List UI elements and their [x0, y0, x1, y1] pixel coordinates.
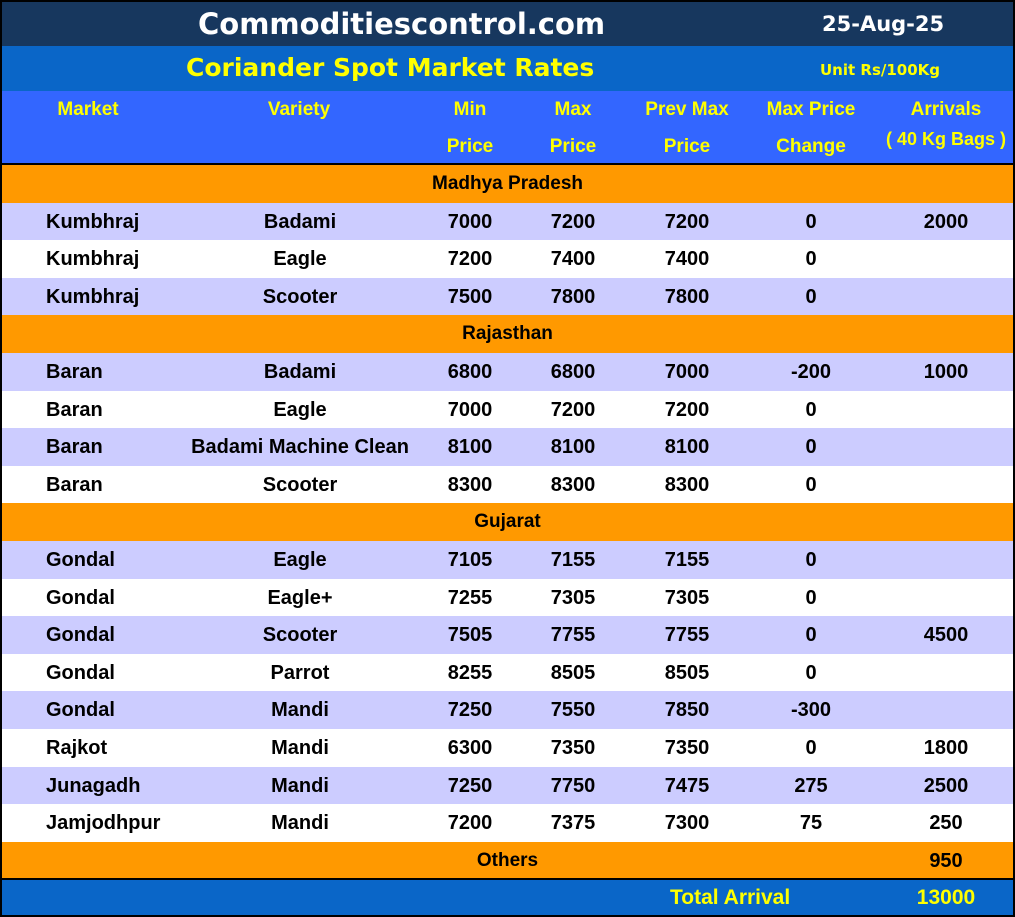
prev-max-price-cell: 8100	[664, 436, 710, 459]
variety-cell: Mandi	[271, 736, 329, 759]
market-cell: Gondal	[46, 624, 115, 647]
price-change-cell: 0	[805, 210, 817, 233]
market-cell: Kumbhraj	[46, 248, 140, 271]
table-row	[2, 654, 1013, 692]
table-row	[2, 466, 1013, 504]
max-price-cell: 7200	[550, 210, 596, 233]
max-price-cell: 8100	[550, 436, 596, 459]
table-row	[2, 691, 1013, 729]
prev-max-price-cell: 7000	[664, 360, 710, 383]
market-cell: Gondal	[46, 661, 115, 684]
min-price-cell: 7200	[447, 812, 493, 835]
min-price-cell: 7250	[447, 774, 493, 797]
region-row	[2, 315, 1013, 353]
variety-cell: Eagle	[273, 248, 327, 271]
variety-cell: Scooter	[262, 473, 338, 496]
market-cell: Baran	[46, 398, 103, 421]
table-row	[2, 804, 1013, 842]
table-row	[2, 579, 1013, 617]
min-price-cell: 8100	[447, 436, 493, 459]
column-header-variety	[238, 91, 360, 128]
title-band	[2, 2, 1013, 46]
max-price-cell: 8505	[550, 661, 596, 684]
table-row	[2, 203, 1013, 241]
total-arrival-label: Total Arrival	[670, 886, 791, 909]
table-row	[2, 541, 1013, 579]
market-cell: Junagadh	[46, 774, 141, 797]
variety-cell: Scooter	[262, 624, 338, 647]
max-price-cell: 7550	[550, 699, 596, 722]
region-row	[2, 503, 1013, 541]
price-change-cell: 0	[805, 436, 817, 459]
market-cell: Kumbhraj	[46, 285, 140, 308]
subtitle-band	[2, 46, 1013, 91]
table-row	[2, 616, 1013, 654]
unit-label: Unit Rs/100Kg	[820, 61, 941, 79]
max-price-cell: 7350	[550, 736, 596, 759]
min-price-cell: 8255	[447, 661, 493, 684]
max-price-cell: 7800	[550, 285, 596, 308]
variety-cell: Mandi	[271, 812, 329, 835]
report-title: Coriander Spot Market Rates	[186, 53, 595, 82]
variety-cell: Badami Machine Clean	[191, 436, 409, 459]
prev-max-price-cell: 7475	[664, 774, 710, 797]
others-label: Others	[476, 849, 539, 871]
others-arrivals: 950	[929, 849, 963, 872]
min-price-cell: 7200	[447, 248, 493, 271]
region-name: Rajasthan	[462, 323, 553, 345]
variety-cell: Mandi	[271, 699, 329, 722]
prev-max-price-cell: 7400	[664, 248, 710, 271]
max-price-cell: 7305	[550, 586, 596, 609]
max-price-cell: 7750	[550, 774, 596, 797]
max-price-cell: 7375	[550, 812, 596, 835]
price-change-cell: 0	[805, 248, 817, 271]
column-header-market	[42, 91, 134, 128]
region-row	[2, 165, 1013, 203]
max-price-cell: 7155	[550, 548, 596, 571]
market-cell: Gondal	[46, 699, 115, 722]
price-change-cell: 275	[794, 774, 828, 797]
market-cell: Baran	[46, 360, 103, 383]
variety-cell: Eagle	[273, 398, 327, 421]
table-row	[2, 278, 1013, 316]
column-header-label: Market	[57, 99, 119, 120]
column-header-label: Price	[549, 136, 597, 157]
arrivals-cell: 2000	[923, 210, 969, 233]
prev-max-price-cell: 7850	[664, 699, 710, 722]
min-price-cell: 7255	[447, 586, 493, 609]
rate-table-body	[2, 165, 1013, 879]
table-row	[2, 240, 1013, 278]
column-header-label: Prev Max	[645, 99, 729, 120]
min-price-cell: 7105	[447, 548, 493, 571]
price-change-cell: 0	[805, 661, 817, 684]
column-header-label: Change	[776, 136, 846, 157]
price-change-cell: 0	[805, 285, 817, 308]
report-date: 25-Aug-25	[822, 12, 945, 36]
column-header-label: Min	[453, 99, 487, 120]
min-price-cell: 7000	[447, 398, 493, 421]
others-row	[2, 842, 1013, 880]
min-price-cell: 7250	[447, 699, 493, 722]
min-price-cell: 6300	[447, 736, 493, 759]
arrivals-cell: 250	[929, 812, 963, 835]
column-header-arrivals	[880, 91, 1012, 152]
prev-max-price-cell: 8505	[664, 661, 710, 684]
min-price-cell: 6800	[447, 360, 493, 383]
column-header-row	[2, 91, 1013, 165]
max-price-cell: 8300	[550, 473, 596, 496]
max-price-cell: 7400	[550, 248, 596, 271]
prev-max-price-cell: 7305	[664, 586, 710, 609]
price-change-cell: 0	[805, 624, 817, 647]
price-change-cell: 0	[805, 398, 817, 421]
prev-max-price-cell: 7350	[664, 736, 710, 759]
price-change-cell: 0	[805, 736, 817, 759]
price-change-cell: -300	[790, 699, 832, 722]
price-change-cell: 0	[805, 473, 817, 496]
price-change-cell: 0	[805, 548, 817, 571]
market-cell: Baran	[46, 473, 103, 496]
arrivals-cell: 1800	[923, 736, 969, 759]
table-row	[2, 428, 1013, 466]
column-header-label: Variety	[267, 99, 331, 120]
arrivals-cell: 4500	[923, 624, 969, 647]
table-row	[2, 353, 1013, 391]
column-header-label: Max Price	[766, 99, 856, 120]
price-change-cell: 75	[799, 812, 823, 835]
prev-max-price-cell: 7300	[664, 812, 710, 835]
column-header-prev-max-price	[626, 91, 748, 165]
table-row	[2, 767, 1013, 805]
variety-cell: Parrot	[270, 661, 330, 684]
min-price-cell: 7505	[447, 624, 493, 647]
column-header-label: Max	[554, 99, 592, 120]
max-price-cell: 7755	[550, 624, 596, 647]
market-cell: Gondal	[46, 548, 115, 571]
column-header-min-price	[420, 91, 520, 165]
variety-cell: Scooter	[262, 285, 338, 308]
total-arrival-value: 13000	[916, 886, 976, 909]
variety-cell: Badami	[263, 360, 337, 383]
variety-cell: Eagle	[273, 548, 327, 571]
price-change-cell: -200	[790, 360, 832, 383]
prev-max-price-cell: 8300	[664, 473, 710, 496]
variety-cell: Eagle+	[267, 586, 333, 609]
table-row	[2, 729, 1013, 767]
column-header-max-price	[522, 91, 624, 165]
site-name: Commoditiescontrol.com	[198, 7, 606, 41]
market-cell: Rajkot	[46, 736, 108, 759]
min-price-cell: 7000	[447, 210, 493, 233]
column-header-max-price-change	[750, 91, 872, 165]
region-name: Gujarat	[474, 511, 541, 533]
column-header-label: Arrivals	[910, 99, 982, 120]
min-price-cell: 8300	[447, 473, 493, 496]
min-price-cell: 7500	[447, 285, 493, 308]
market-cell: Gondal	[46, 586, 115, 609]
arrivals-cell: 1000	[923, 360, 969, 383]
price-change-cell: 0	[805, 586, 817, 609]
table-row	[2, 391, 1013, 429]
prev-max-price-cell: 7155	[664, 548, 710, 571]
max-price-cell: 7200	[550, 398, 596, 421]
column-header-label: ( 40 Kg Bags )	[885, 129, 1007, 149]
prev-max-price-cell: 7800	[664, 285, 710, 308]
market-cell: Jamjodhpur	[46, 812, 161, 835]
total-arrival-row	[2, 878, 1013, 915]
market-cell: Baran	[46, 436, 103, 459]
variety-cell: Badami	[263, 210, 337, 233]
prev-max-price-cell: 7200	[664, 398, 710, 421]
prev-max-price-cell: 7200	[664, 210, 710, 233]
arrivals-cell: 2500	[923, 774, 969, 797]
max-price-cell: 6800	[550, 360, 596, 383]
region-name: Madhya Pradesh	[432, 173, 583, 194]
prev-max-price-cell: 7755	[664, 624, 710, 647]
column-header-label: Price	[446, 136, 494, 157]
market-cell: Kumbhraj	[46, 210, 140, 233]
variety-cell: Mandi	[271, 774, 329, 797]
column-header-label: Price	[663, 136, 711, 157]
